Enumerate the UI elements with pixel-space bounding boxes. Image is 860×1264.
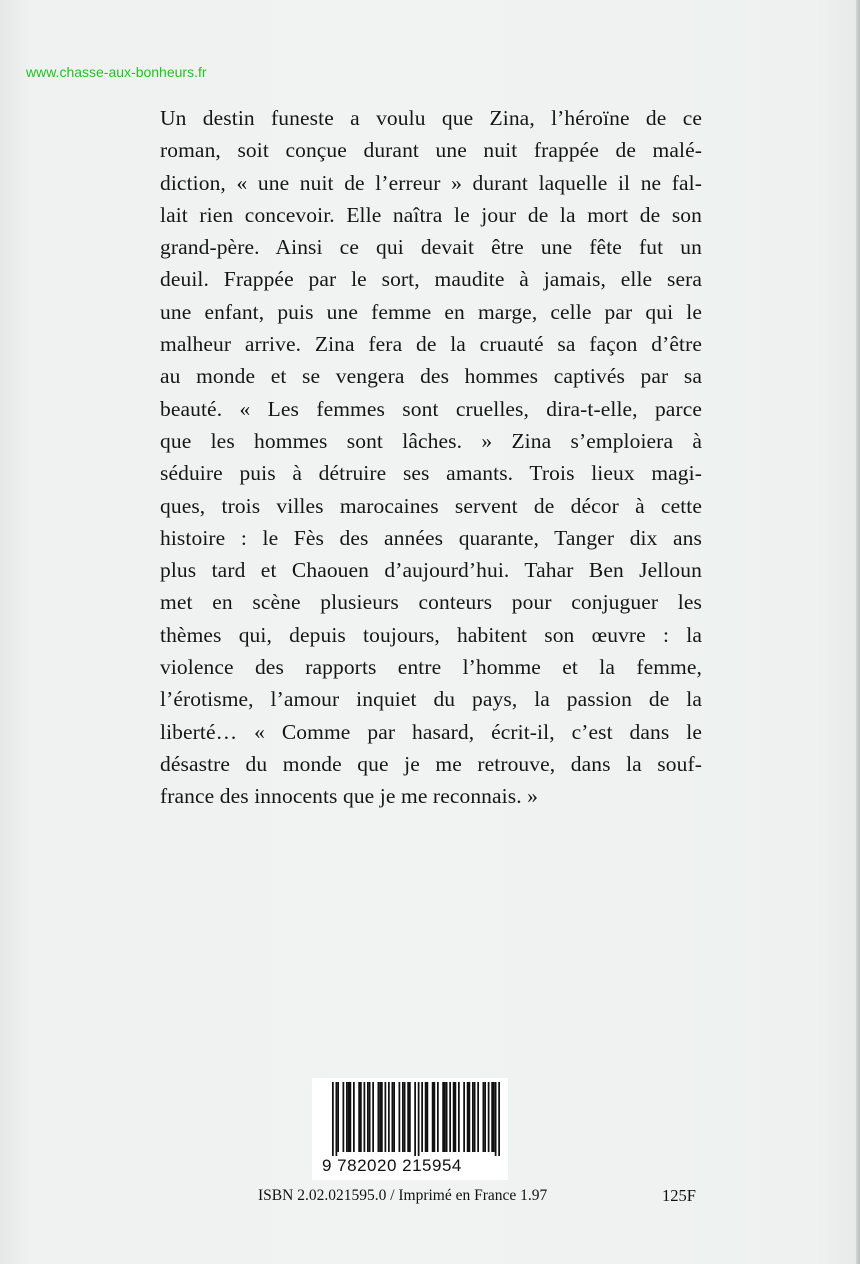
barcode-bar	[444, 1082, 446, 1152]
barcode-bar	[493, 1082, 495, 1152]
blurb-line: désastre du monde que je me retrouve, dans la souf-	[160, 751, 702, 776]
barcode-bar	[404, 1082, 406, 1152]
barcode-bars	[312, 1078, 508, 1156]
back-cover-blurb	[160, 102, 702, 813]
cover-edge	[856, 0, 860, 1264]
blurb-line: histoire : le Fès des années quarante, Tanger dix ans	[160, 525, 702, 550]
barcode-bar	[488, 1082, 490, 1152]
barcode-bar	[346, 1082, 348, 1152]
barcode-bar	[402, 1082, 404, 1152]
barcode-bar	[425, 1082, 427, 1152]
barcode-digits: 9 782020 215954	[322, 1156, 462, 1175]
barcode-bar	[381, 1082, 383, 1152]
blurb-line: que les hommes sont lâches. » Zina s’emploiera à	[160, 428, 702, 453]
barcode-bar	[378, 1082, 380, 1152]
barcode-bar	[446, 1082, 448, 1152]
blurb-line: une enfant, puis une femme en marge, celle par qui le	[160, 299, 702, 324]
barcode-bar	[469, 1082, 471, 1152]
blurb-line: lait rien concevoir. Elle naîtra le jour de la mort de son	[160, 202, 702, 227]
barcode-bar	[484, 1082, 486, 1152]
barcode-bar	[332, 1082, 334, 1156]
barcode-bar	[336, 1082, 338, 1156]
barcode-bar	[364, 1082, 366, 1152]
barcode	[312, 1078, 508, 1180]
blurb-line: Un destin funeste a voulu que Zina, l’héroïne de ce	[160, 106, 702, 130]
isbn-line: ISBN 2.02.021595.0 / Imprimé en France 1.97	[258, 1187, 548, 1204]
barcode-bar	[358, 1082, 360, 1152]
barcode-bar	[409, 1082, 411, 1152]
barcode-bar	[434, 1082, 436, 1152]
barcode-bar	[369, 1082, 371, 1152]
barcode-bar	[372, 1082, 374, 1152]
barcode-bar	[393, 1082, 395, 1152]
barcode-bar	[455, 1082, 457, 1152]
barcode-bar	[348, 1082, 350, 1152]
barcode-bar	[343, 1082, 345, 1152]
barcode-bar	[467, 1082, 469, 1152]
blurb-line: beauté. « Les femmes sont cruelles, dira-t-elle, parce	[160, 396, 702, 421]
barcode-bar	[437, 1082, 439, 1152]
blurb-line: ques, trois villes marocaines servent de décor à cette	[160, 493, 702, 518]
barcode-bar	[337, 1082, 339, 1152]
blurb-line: grand-père. Ainsi ce qui devait être une fête fut un	[160, 235, 702, 260]
blurb-line: au monde et se vengera des hommes captivés par sa	[160, 364, 702, 389]
barcode-bar	[472, 1082, 474, 1152]
barcode-bar	[495, 1082, 497, 1156]
barcode-bar	[392, 1082, 394, 1152]
barcode-bar	[474, 1082, 476, 1152]
blurb-line: l’érotisme, l’amour inquiet du pays, la passion de la	[160, 687, 702, 712]
barcode-bar	[442, 1082, 444, 1152]
blurb-line: séduire puis à détruire ses amants. Trois lieux magi-	[160, 461, 702, 486]
barcode-bar	[477, 1082, 479, 1152]
barcode-bar	[385, 1082, 387, 1152]
blurb-line: deuil. Frappée par le sort, maudite à jamais, elle sera	[160, 267, 702, 292]
barcode-bar	[399, 1082, 401, 1152]
barcode-bar	[414, 1082, 416, 1156]
barcode-bar	[421, 1082, 423, 1152]
barcode-bar	[427, 1082, 429, 1152]
barcode-bar	[350, 1082, 352, 1152]
blurb-line: plus tard et Chaouen d’aujourd’hui. Tahar Ben Jelloun	[160, 558, 702, 583]
price: 125F	[662, 1186, 696, 1205]
blurb-line: malheur arrive. Zina fera de la cruauté sa façon d’être	[160, 332, 702, 357]
blurb-line: roman, soit conçue durant une nuit frappée de malé-	[160, 138, 702, 163]
barcode-bar	[491, 1082, 493, 1152]
barcode-bar	[367, 1082, 369, 1152]
barcode-bar	[458, 1082, 460, 1152]
barcode-bar	[432, 1082, 434, 1152]
barcode-bar	[418, 1082, 420, 1156]
barcode-bar	[483, 1082, 485, 1152]
blurb-line: violence des rapports entre l’homme et la femme,	[160, 655, 702, 680]
barcode-bar	[379, 1082, 381, 1152]
blurb-line: thèmes qui, depuis toujours, habitent son œuvre : la	[160, 622, 702, 647]
barcode-bar	[353, 1082, 355, 1152]
blurb-line: liberté… « Comme par hasard, écrit-il, c’est dans le	[160, 719, 702, 744]
barcode-bar	[360, 1082, 362, 1152]
barcode-bar	[463, 1082, 465, 1152]
blurb-line: diction, « une nuit de l’erreur » durant laquelle il ne fal-	[160, 170, 702, 195]
barcode-bar	[453, 1082, 455, 1152]
barcode-bar	[498, 1082, 500, 1156]
blurb-line: met en scène plusieurs conteurs pour conjuguer les	[160, 590, 702, 615]
barcode-bar	[449, 1082, 451, 1152]
watermark-url: www.chasse-aux-bonheurs.fr	[26, 64, 207, 80]
barcode-bar	[407, 1082, 409, 1152]
blurb-line: france des innocents que je me reconnais. »	[160, 784, 539, 809]
barcode-bar	[388, 1082, 390, 1152]
